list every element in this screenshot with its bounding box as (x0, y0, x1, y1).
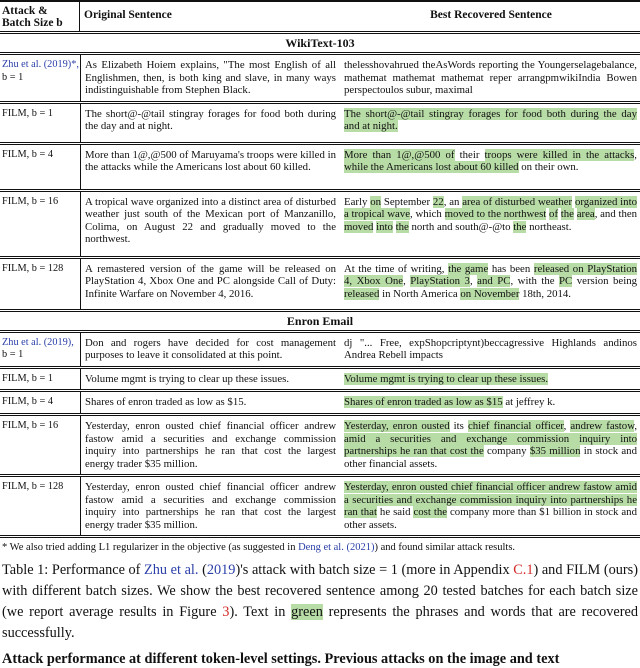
recovered-segment: At the time of writing, (344, 262, 449, 275)
original-sentence: Don and rogers have decided for cost management purposes to leave it consolidated at this point. (80, 333, 342, 366)
recovered-segment: Early (344, 195, 371, 208)
recovered-segment: , and then (594, 208, 638, 220)
table-row (0, 145, 640, 189)
table-body (0, 31, 640, 538)
batch-size: b = 4 (31, 148, 54, 160)
table-row (0, 416, 640, 474)
attack-name: FILM, (2, 107, 30, 119)
recovered-segment: in stock and other financial assets. (344, 445, 637, 470)
recovered-sentence (342, 192, 640, 256)
recovered-segment: , (469, 275, 478, 287)
attack-cell (0, 104, 80, 142)
recovered-segment-highlighted: area of disturbed weather (462, 195, 573, 208)
batch-size: b = 1 (31, 107, 54, 119)
attack-name: FILM, (2, 420, 30, 431)
recovered-segment-highlighted: and PC (477, 275, 511, 287)
original-sentence: As Elizabeth Hoiem explains, "The most English of all Englishmen, then, is both king and slave, in many ways indistinguishable from Stephen Black. (80, 55, 342, 101)
recovered-segment: company more than $1 billion in stock and other assets. (344, 506, 637, 531)
attack-cell (0, 416, 80, 474)
header-original: Original Sentence (84, 9, 172, 21)
section-title: WikiText-103 (285, 36, 355, 50)
recovered-sentence (342, 333, 640, 366)
table-row (0, 104, 640, 142)
table-row (0, 192, 640, 256)
table-caption (2, 560, 638, 644)
recovered-segment: company (483, 445, 530, 457)
next-paragraph-heading: Attack performance at different token-level settings. Previous attacks on the image and text (2, 651, 560, 667)
recovered-segment-highlighted: $35 million (529, 445, 581, 457)
appendix-link[interactable]: C.1 (513, 562, 534, 578)
recovered-segment: north and south@-@to (408, 220, 514, 233)
recovered-segment: in North America (379, 287, 461, 300)
table-row (0, 477, 640, 535)
batch-size: b = 4 (31, 396, 54, 407)
caption-text: ( (198, 562, 207, 578)
recovered-segment-highlighted: on (370, 195, 382, 208)
batch-size: b = 16 (31, 195, 59, 207)
original-sentence: Shares of enron traded as low as $15. (80, 392, 342, 413)
attack-citation-link[interactable]: Zhu et al. (2019), (2, 336, 74, 348)
recovered-segment-highlighted: 22 (432, 195, 444, 208)
recovered-segment-highlighted: PlayStation 3 (410, 275, 470, 287)
recovered-segment-highlighted: while the Americans lost about 60 killed (344, 161, 519, 173)
batch-size: b = 128 (31, 262, 64, 274)
green-highlight-word: green (291, 604, 323, 620)
recovered-segment-highlighted: cost the (413, 506, 448, 518)
recovered-segment: he said (376, 506, 414, 518)
recovered-segment-highlighted: More than 1@,@500 of (344, 148, 455, 161)
recovered-sentence (342, 145, 640, 189)
recovered-segment-highlighted: the game (448, 262, 489, 275)
recovered-segment-highlighted: released (344, 287, 380, 300)
batch-size: b = 1 (2, 71, 24, 83)
recovered-segment-highlighted: area (576, 208, 595, 220)
recovered-segment: thelesshovahrued theAsWords reporting the Youngerselagebalance, mathemat mathemat mathemat reper arrangpmwikiIndia Bowen perspectoulos subur, maximal (344, 59, 637, 96)
recovered-segment-highlighted: chief financial officer (467, 420, 564, 432)
recovered-segment: has been (488, 262, 534, 275)
original-sentence: More than 1@,@500 of Maruyama's troops were killed in the attacks while the Americans lost about 60 killed. (80, 145, 342, 189)
table-row (0, 369, 640, 390)
attack-cell (0, 477, 80, 535)
recovered-segment-highlighted: PC (559, 275, 573, 287)
attack-name: FILM, (2, 481, 30, 492)
attack-cell (0, 333, 80, 366)
caption-text: )'s attack with batch size = 1 (more in Appendix (235, 562, 514, 578)
table-row (0, 333, 640, 366)
recovered-segment: version being (572, 275, 638, 287)
recovered-segment: dj "... Free, expShopcriptynt)beccagressive Highlands andinos Andrea Rebell impacts (344, 336, 637, 361)
recovered-segment-highlighted: Yesterday, enron ousted chief financial officer andrew fastow amid a securities and exchange commission inquiry into partnerships he ran that (344, 481, 637, 518)
recovered-segment-highlighted: Shares of enron traded as low as $15 (344, 396, 503, 408)
recovered-segment-highlighted: troops were killed in the attacks (484, 148, 635, 161)
recovered-segment-highlighted: released on PlayStation 4, Xbox One (344, 262, 637, 287)
citation-link[interactable]: Zhu et al. (144, 562, 199, 578)
attack-cell (0, 145, 80, 189)
recovered-segment-highlighted: a tropical wave (344, 208, 411, 220)
recovered-sentence (342, 104, 640, 142)
caption-text: Table 1: Performance of (2, 562, 145, 578)
recovered-sentence (342, 55, 640, 101)
recovered-segment: its (449, 420, 468, 432)
recovered-segment-highlighted: moved to the northwest (444, 208, 547, 220)
recovered-segment: , (634, 148, 637, 161)
recovered-segment: their (454, 148, 485, 161)
table-header (0, 2, 640, 31)
batch-size: b = 1 (31, 372, 54, 384)
caption-text: represents the phrases and words that are recovered successfully. (2, 604, 638, 641)
header-recovered: Best Recovered Sentence (430, 9, 552, 21)
header-attack: Attack & Batch Size b (0, 2, 80, 31)
recovered-segment: , an (443, 195, 463, 208)
citation-link[interactable]: Deng et al. (2021) (298, 542, 375, 553)
attack-name: FILM, (2, 148, 30, 160)
attack-citation-link[interactable]: Zhu et al. (2019)*, (2, 59, 79, 70)
recovered-segment-highlighted: the (513, 220, 527, 233)
recovered-segment: , (563, 420, 571, 432)
recovered-sentence (342, 259, 640, 309)
attack-cell (0, 192, 80, 256)
recovered-segment: on their own. (518, 161, 579, 173)
attack-name: FILM, (2, 372, 30, 384)
attack-name: FILM, (2, 262, 30, 274)
recovered-segment-highlighted: andrew fastow (570, 420, 635, 432)
caption-text: ). Text in (229, 604, 292, 620)
recovered-segment: northeast. (526, 220, 572, 233)
recovered-segment-highlighted: on November (460, 287, 520, 300)
attack-cell (0, 259, 80, 309)
batch-size: b = 128 (31, 481, 64, 492)
attack-cell (0, 369, 80, 390)
original-sentence: Yesterday, enron ousted chief financial officer andrew fastow amid a securities and exchange commission inquiry into partnerships he ran that cost the largest energy trader $35 million. (80, 416, 342, 474)
recovered-segment-highlighted: the (560, 208, 574, 220)
recovered-segment-highlighted: organized into (574, 195, 637, 208)
footnote-text: * We also tried adding L1 regularizer in the objective (as suggested in (2, 542, 299, 553)
original-sentence: A tropical wave organized into a distinct area of disturbed weather just south of the Mexican port of Manzanillo, Colima, on August 22 and gradually moved to the northwest. (80, 192, 342, 256)
bottom-rule (0, 535, 640, 538)
citation-link[interactable]: 2019 (206, 562, 236, 578)
original-sentence: Yesterday, enron ousted chief financial officer andrew fastow amid a securities and exchange commission inquiry into partnerships he ran that cost the largest energy trader $35 million. (80, 477, 342, 535)
recovered-segment-highlighted: Volume mgmt is trying to clear up these issues. (344, 372, 549, 385)
attack-cell (0, 55, 80, 101)
recovered-segment: at jeffrey k. (502, 396, 556, 408)
recovered-segment: , which (410, 208, 445, 220)
recovered-sentence (342, 392, 640, 413)
recovered-segment-highlighted: the (395, 220, 409, 233)
recovered-segment-highlighted: moved (344, 220, 374, 233)
caption-text: ) and FILM (ours) with different batch sizes. We show the best recovered sentence among 20 tested batches for each batch size (we report average results in Figure (2, 562, 638, 620)
recovered-segment-highlighted: The short@-@tail stingray forages for food both during the day and at night. (344, 107, 637, 132)
attack-name: FILM, (2, 195, 30, 207)
recovered-segment-highlighted: amid a securities and exchange commission inquiry into partnerships he ran that cost the (344, 432, 637, 457)
footnote-text: ) and found similar attack results. (374, 542, 516, 553)
recovered-sentence (342, 416, 640, 474)
recovered-segment: 18th, 2014. (519, 287, 572, 300)
attack-name: FILM, (2, 396, 30, 407)
recovered-sentence (342, 477, 640, 535)
original-sentence: A remastered version of the game will be released on PlayStation 4, Xbox One and PC alongside Call of Duty: Infinite Warfare on November 4, 2016. (80, 259, 342, 309)
batch-size: b = 1 (2, 349, 24, 360)
recovered-segment: , (403, 275, 411, 287)
recovered-sentence (342, 369, 640, 390)
section-title: Enron Email (286, 313, 354, 328)
table-footnote (2, 541, 640, 554)
table-row (0, 259, 640, 309)
figure-link[interactable]: 3 (222, 604, 230, 620)
batch-size: b = 16 (31, 420, 59, 431)
attack-cell (0, 392, 80, 413)
original-sentence: The short@-@tail stingray forages for food both during the day and at night. (80, 104, 342, 142)
original-sentence: Volume mgmt is trying to clear up these issues. (80, 369, 342, 390)
recovered-segment: , (634, 420, 638, 432)
table-row (0, 392, 640, 413)
recovered-segment-highlighted: Yesterday, enron ousted (344, 420, 450, 432)
recovered-segment-highlighted: of (549, 208, 559, 220)
recovered-segment: September (381, 195, 433, 208)
recovered-segment: , with the (510, 275, 560, 287)
table-row (0, 55, 640, 101)
recovered-segment-highlighted: into (376, 220, 393, 233)
